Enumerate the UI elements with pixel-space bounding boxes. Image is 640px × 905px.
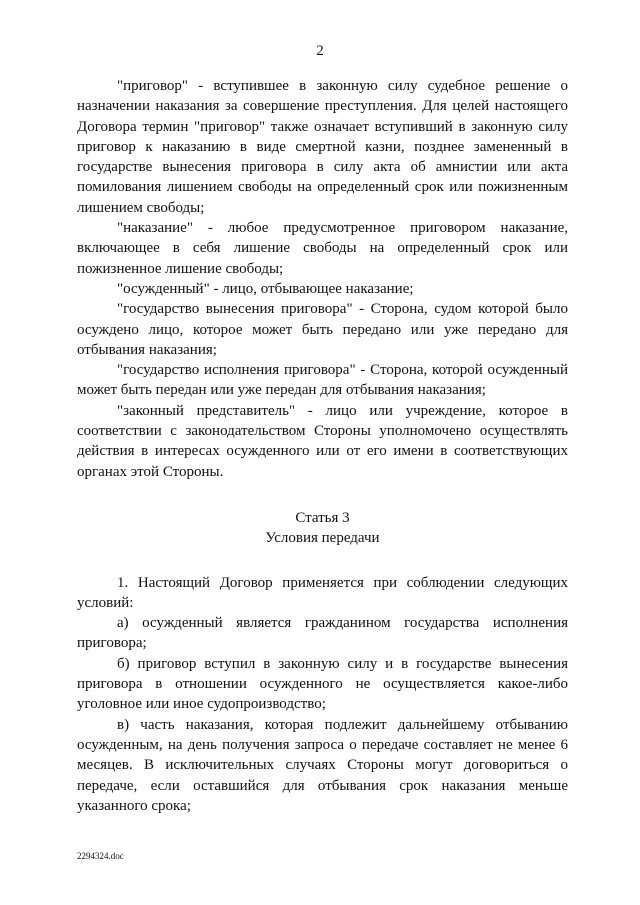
- definition-prigovor: "приговор" - вступившее в законную силу судебное решение о назначении наказания за совершение преступления. Для целей настоящего Договора термин "приговор" также означает вступивший в законную силу приговор к наказанию в виде смертной казни, позднее замененный в государстве вынесения приговора в силу акта об амнистии или акта помилования лишением свободы на определенный срок или пожизненным лишением свободы;: [77, 78, 568, 216]
- definition-osuzhdenny: "осужденный" - лицо, отбывающее наказание;: [117, 280, 414, 297]
- footer-filename: 2294324.doc: [77, 851, 124, 861]
- definition-state-of-execution: "государство исполнения приговора" - Сторона, которой осужденный может быть передан или уже передан для отбывания наказания;: [77, 362, 568, 399]
- definition-state-of-sentencing: "государство вынесения приговора" - Сторона, судом которой было осуждено лицо, которое может быть передано или уже передано для отбывания наказания;: [77, 301, 568, 358]
- article-clause-1b: б) приговор вступил в законную силу и в государстве вынесения приговора в отношении осужденного не осуществляется какое-либо уголовное или иное судопроизводство;: [77, 655, 568, 713]
- article-title: Условия передачи: [265, 530, 380, 547]
- article-clause-1: 1. Настоящий Договор применяется при соблюдении следующих условий:: [77, 574, 568, 611]
- page-number: 2: [316, 43, 324, 59]
- definition-nakazanie: "наказание" - любое предусмотренное приговором наказание, включающее в себя лишение свободы на определенный срок или пожизненное лишение свободы;: [77, 220, 568, 277]
- article-clause-1v: в) часть наказания, которая подлежит дальнейшему отбыванию осужденным, на день получения запроса о передаче составляет не менее 6 месяцев. В исключительных случаях Стороны могут договориться о передаче, если оставшийся для отбывания срок наказания меньше указанного срока;: [77, 716, 568, 814]
- document-body: [77, 76, 568, 816]
- definition-legal-representative: "законный представитель" - лицо или учреждение, которое в соответствии с законодательством Стороны уполномочено осуществлять действия в интересах осужденного или от его имени в соответствующих органах этой Стороны.: [77, 402, 568, 480]
- article-number: Статья 3: [295, 509, 350, 526]
- article-clause-1a: а) осужденный является гражданином государства исполнения приговора;: [77, 615, 568, 652]
